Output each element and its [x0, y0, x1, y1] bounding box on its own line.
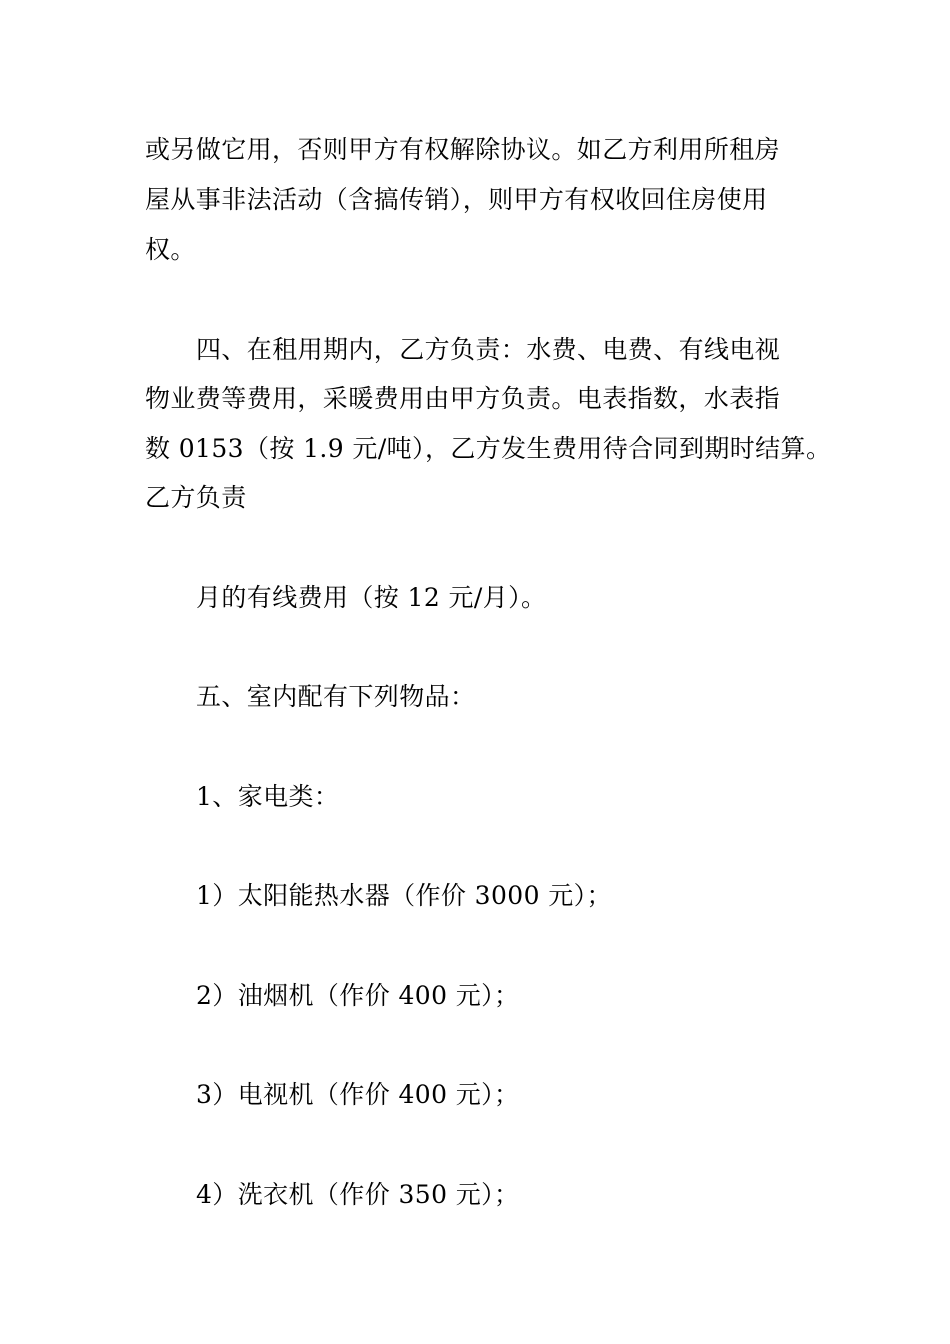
- section-heading: 五、室内配有下列物品：: [196, 682, 476, 711]
- list-item: 1）太阳能热水器（作价 3000 元）；: [196, 881, 612, 910]
- text-line: 权。: [145, 235, 196, 264]
- list-item: 2）油烟机（作价 400 元）；: [196, 981, 520, 1010]
- list-item: 3）电视机（作价 400 元）；: [196, 1080, 520, 1109]
- text-line: 四、在租用期内，乙方负责：水费、电费、有线电视: [196, 335, 781, 364]
- text-line: 乙方负责: [145, 483, 247, 512]
- text-line: 屋从事非法活动（含搞传销），则甲方有权收回住房使用: [145, 185, 768, 214]
- list-item: 4）洗衣机（作价 350 元）；: [196, 1180, 520, 1209]
- text-line: 数 0153（按 1.9 元/吨），乙方发生费用待合同到期时结算。: [145, 434, 832, 463]
- subsection-heading: 1、家电类：: [196, 782, 340, 811]
- text-line: 月的有线费用（按 12 元/月）。: [196, 583, 547, 612]
- text-line: 物业费等费用，采暖费用由甲方负责。电表指数，水表指: [145, 384, 781, 413]
- text-line: 或另做它用，否则甲方有权解除协议。如乙方利用所租房: [145, 135, 781, 164]
